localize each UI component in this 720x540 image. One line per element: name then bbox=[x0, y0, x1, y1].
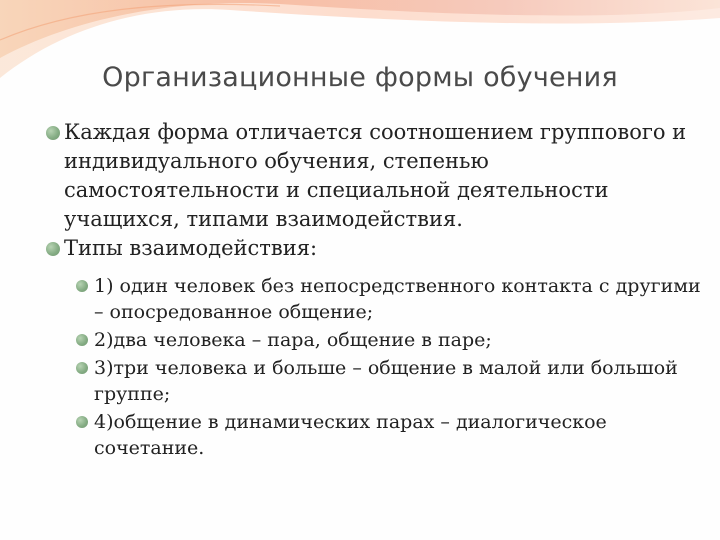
bullet-dot-icon bbox=[76, 334, 88, 346]
slide-title: Организационные формы обучения bbox=[102, 62, 618, 93]
sub-bullet-text: 1) один человек без непосредственного контакта с другими – опосредованное общение; bbox=[94, 275, 701, 323]
bullet-item bbox=[24, 118, 704, 234]
bullet-dot-icon bbox=[46, 242, 60, 256]
sub-bullet-item bbox=[24, 273, 704, 325]
sub-bullet-item bbox=[24, 355, 704, 407]
bullet-dot-icon bbox=[76, 280, 88, 292]
sub-bullet-item bbox=[24, 327, 704, 353]
bullet-item bbox=[24, 234, 704, 263]
bullet-dot-icon bbox=[46, 126, 60, 140]
bullet-text: Каждая форма отличается соотношением группового и индивидуального обучения, степенью самостоятельности и специальной деятельности учащихся, типами взаимодействия. bbox=[64, 120, 687, 231]
bullet-list bbox=[24, 118, 704, 461]
bullet-text: Типы взаимодействия: bbox=[64, 236, 318, 260]
sub-bullet-text: 4)общение в динамических парах – диалогическое сочетание. bbox=[94, 411, 607, 459]
sub-bullet-item bbox=[24, 409, 704, 461]
bullet-dot-icon bbox=[76, 362, 88, 374]
sub-bullet-text: 2)два человека – пара, общение в паре; bbox=[94, 329, 492, 351]
bullet-dot-icon bbox=[76, 416, 88, 428]
sub-bullet-text: 3)три человека и больше – общение в малой или большой группе; bbox=[94, 357, 678, 405]
